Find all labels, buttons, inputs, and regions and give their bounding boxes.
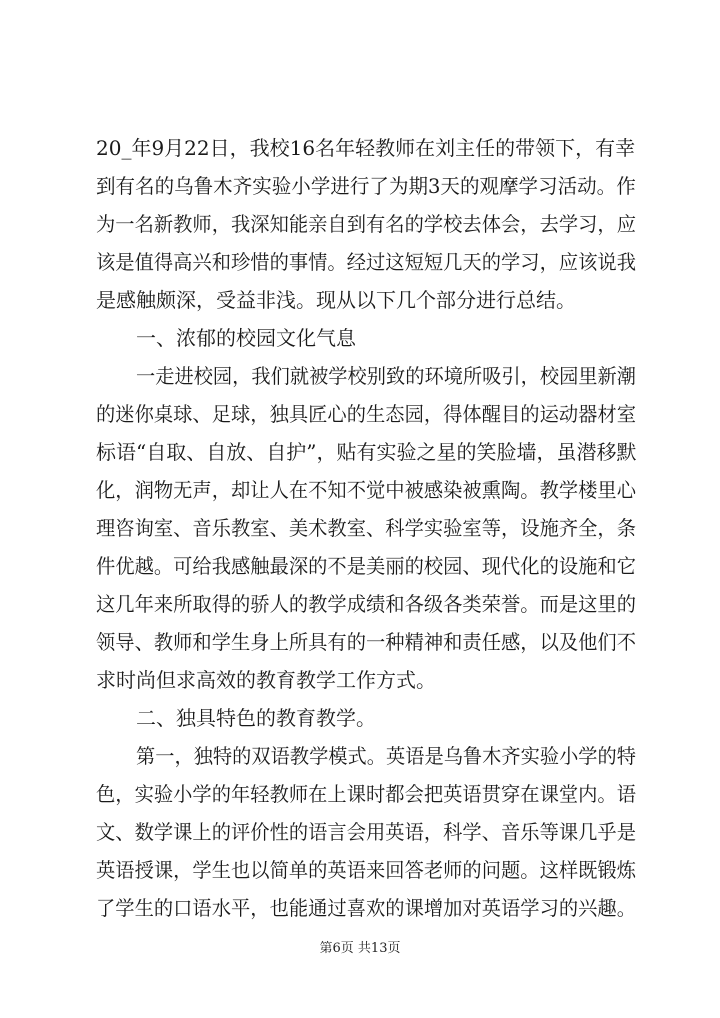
paragraph-line: 文、数学课上的评价性的语言会用英语，科学、音乐等课几乎是 xyxy=(96,820,636,844)
paragraph-line: 理咨询室、音乐教室、美术教室、科学实验室等，设施齐全，条 xyxy=(96,516,636,540)
paragraph-line: 20_年9月22日，我校16名年轻教师在刘主任的带领下，有幸 xyxy=(96,136,636,160)
paragraph-line: 这几年来所取得的骄人的教学成绩和各级各类荣誉。而是这里的 xyxy=(96,592,636,616)
page-number-footer: 第6页 共13页 xyxy=(319,941,401,956)
paragraph-line: 到有名的乌鲁木齐实验小学进行了为期3天的观摩学习活动。作 xyxy=(96,174,636,198)
paragraph-line: 标语“自取、自放、自护”，贴有实验之星的笑脸墙，虽潜移默 xyxy=(96,440,637,464)
paragraph-line: 求时尚但求高效的教育教学工作方式。 xyxy=(96,668,436,692)
paragraph-line: 第一，独特的双语教学模式。英语是乌鲁木齐实验小学的特 xyxy=(136,744,636,768)
paragraph-line: 件优越。可给我感触最深的不是美丽的校园、现代化的设施和它 xyxy=(96,554,636,578)
paragraph-line: 为一名新教师，我深知能亲自到有名的学校去体会，去学习，应 xyxy=(96,212,636,236)
paragraph-line: 该是值得高兴和珍惜的事情。经过这短短几天的学习，应该说我 xyxy=(96,250,636,274)
paragraph-line: 一走进校园，我们就被学校别致的环境所吸引，校园里新潮 xyxy=(136,364,636,388)
paragraph-line: 的迷你桌球、足球，独具匠心的生态园，得体醒目的运动器材室 xyxy=(96,402,636,426)
section-heading: 一、浓郁的校园文化气息 xyxy=(136,326,356,350)
paragraph-line: 英语授课，学生也以简单的英语来回答老师的问题。这样既锻炼 xyxy=(96,858,636,882)
paragraph-line: 领导、教师和学生身上所具有的一种精神和责任感，以及他们不 xyxy=(96,630,636,654)
section-heading: 二、独具特色的教育教学。 xyxy=(136,706,376,730)
paragraph-line: 化，润物无声，却让人在不知不觉中被感染被熏陶。教学楼里心 xyxy=(96,478,636,502)
paragraph-line: 色，实验小学的年轻教师在上课时都会把英语贯穿在课堂内。语 xyxy=(96,782,636,806)
paragraph-line: 了学生的口语水平，也能通过喜欢的课增加对英语学习的兴趣。 xyxy=(96,896,636,920)
paragraph-line: 是感触颇深，受益非浅。现从以下几个部分进行总结。 xyxy=(96,288,576,312)
